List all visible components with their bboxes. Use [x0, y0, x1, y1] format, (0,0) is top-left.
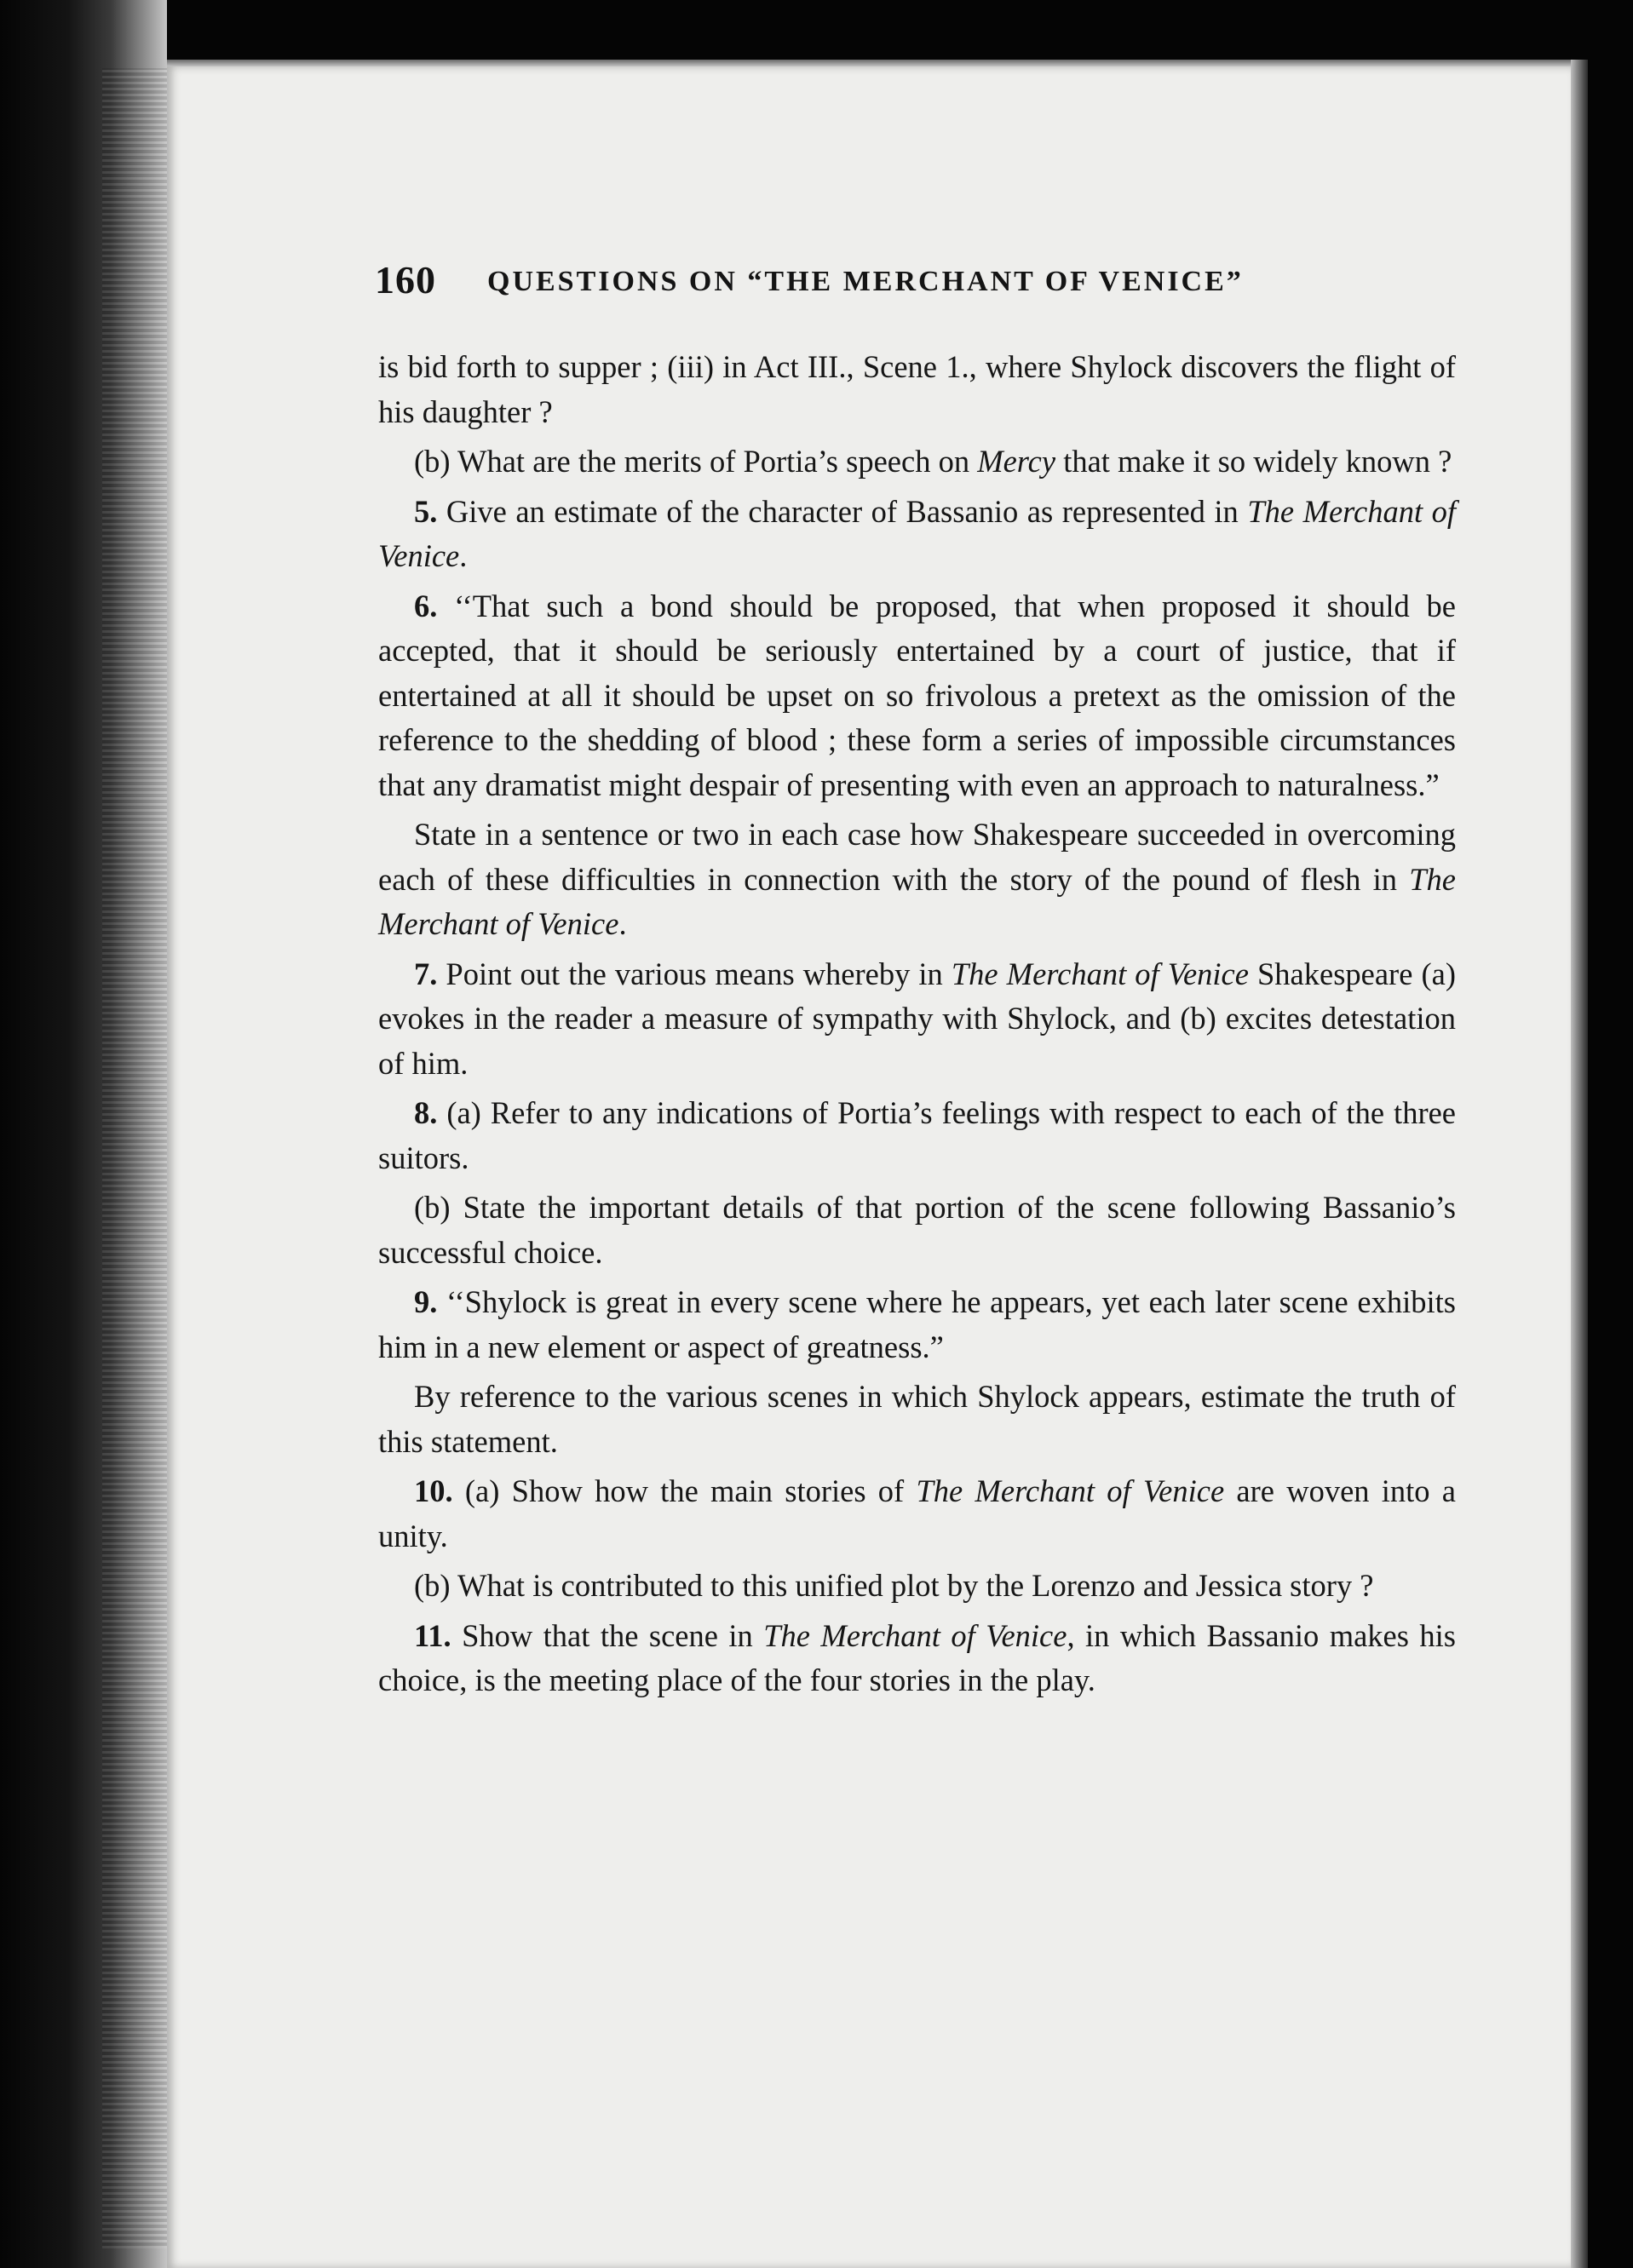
question-5: 5. Give an estimate of the character of Bassanio as represented in The Merchant of Venice.	[378, 493, 1457, 573]
page-right-edge	[1571, 60, 1588, 2268]
question-8a: 8. (a) Refer to any indications of Portia’s feelings with respect to each of the three suitors.	[378, 1095, 1456, 1175]
question-10a: 10. (a) Show how the main stories of The Merchant of Venice are woven into a unity.	[378, 1473, 1457, 1553]
question-7: 7. Point out the various means whereby in The Merchant of Venice Shakespeare (a) evokes in the reader a measure of sympathy with Shylock, and (b) excites detestation of him.	[378, 956, 1456, 1081]
question-9-quote: 9. ‘‘Shylock is great in every scene where he appears, yet each later scene exhibits him in a new element or aspect of greatness.”	[378, 1284, 1456, 1364]
question-4-continuation: is bid forth to supper ; (iii) in Act III., Scene 1., where Shylock discovers the flight of his daughter ?	[378, 349, 1456, 429]
question-10b: (b) What is contributed to this unified plot by the Lorenzo and Jessica story ?	[414, 1568, 1374, 1603]
question-6-instruction: State in a sentence or two in each case how Shakespeare succeeded in overcoming each of these difficulties in connection with the story of the pound of flesh in The Merchant of Venice.	[378, 817, 1456, 941]
question-11: 11. Show that the scene in The Merchant of Venice, in which Bassanio makes his choice, is the meeting place of the four stories in the play.	[378, 1617, 1456, 1697]
page-number: 160	[375, 258, 436, 301]
book-binding-shadow	[0, 0, 170, 2268]
question-8b: (b) State the important details of that portion of the scene following Bassanio’s successful choice.	[378, 1190, 1456, 1270]
page-body	[378, 345, 1456, 1708]
scan-background-right	[1588, 0, 1633, 2268]
question-9-instruction: By reference to the various scenes in which Shylock appears, estimate the truth of this statement.	[378, 1379, 1456, 1459]
question-4b: (b) What are the merits of Portia’s speech on Mercy that make it so widely known ?	[414, 444, 1452, 479]
running-head: QUESTIONS ON “THE MERCHANT OF VENICE”	[487, 266, 1244, 297]
page-header	[375, 257, 1346, 308]
question-6-quote: 6. ‘‘That such a bond should be proposed, that when proposed it should be accepted, that it should be seriously entertained by a court of justice, that if entertained at all it should be upset on so frivolous a pretext as the omission of the reference to the shedding of blood ; these form a series of impossible circumstances that any dramatist might despair of presenting with even an approach to naturalness.”	[378, 588, 1456, 802]
scan-background-top	[167, 0, 1633, 60]
